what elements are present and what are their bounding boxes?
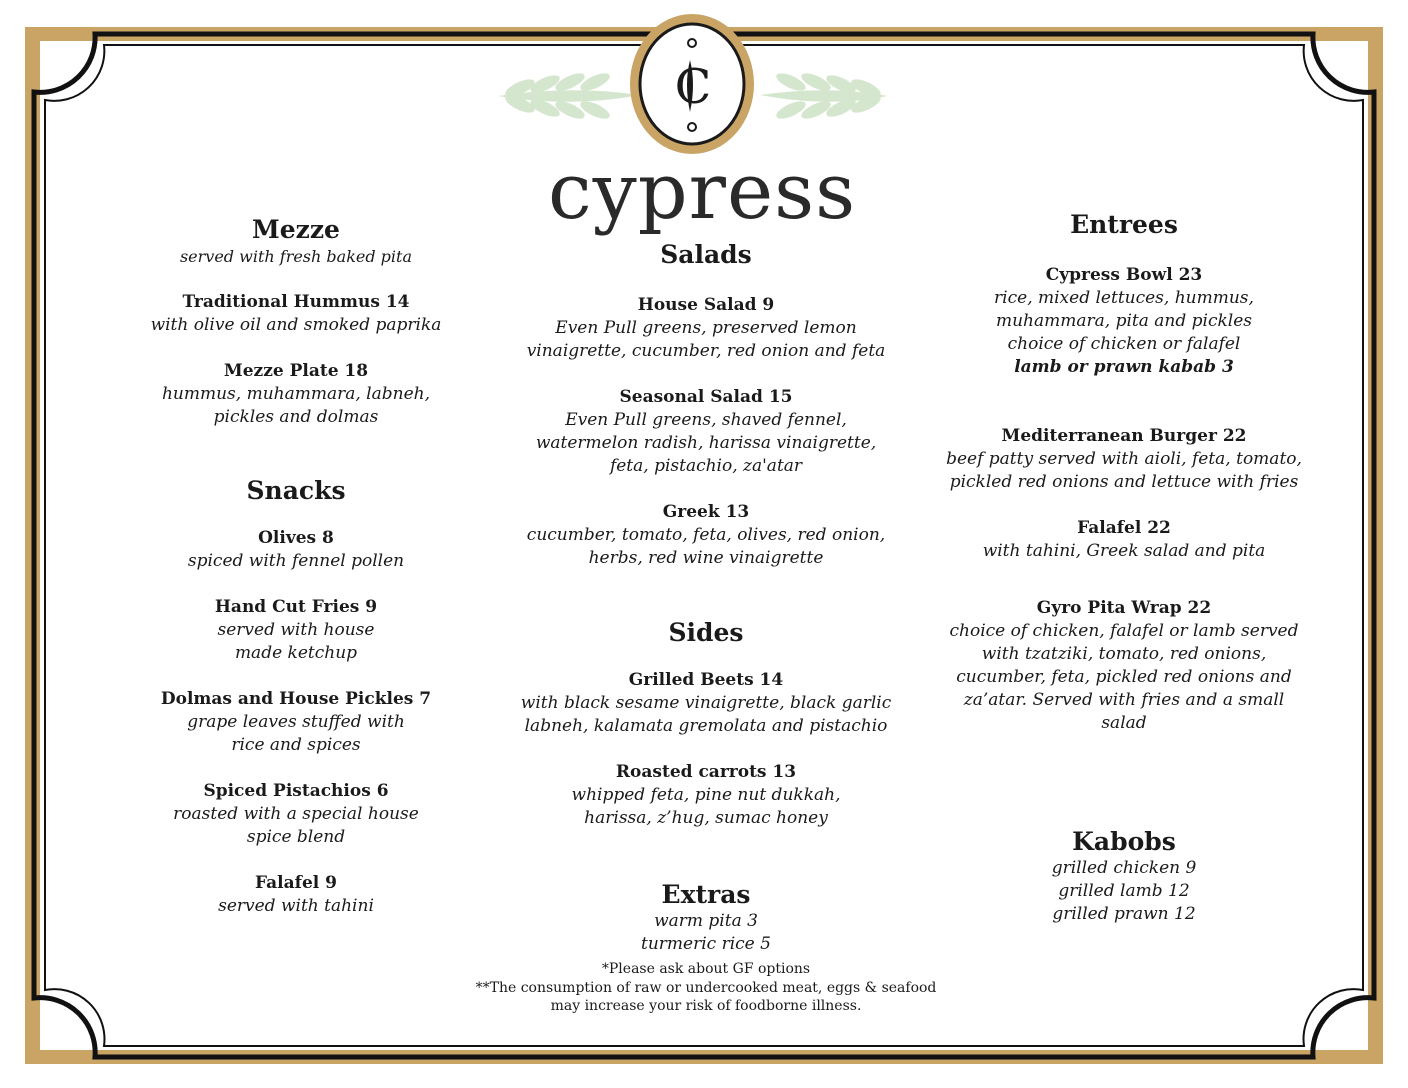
sides-title: Sides [668,618,744,647]
extras-item: turmeric rice 5 [641,934,771,954]
item-desc: served with house made ketchup [217,620,375,663]
mezze-title: Mezze [252,215,340,244]
extras-section [506,880,906,956]
menu-item [146,291,446,337]
item-desc: rice, mixed lettuces, hummus, muhammara, pita and pickles choice of chicken or falafel [994,288,1254,354]
menu-item [146,527,446,573]
kabobs-title: Kabobs [1072,827,1176,856]
menu-item [944,425,1304,494]
food-safety-note: **The consumption of raw or undercooked meat, eggs & seafood may increase your risk of foodborne illness. [475,979,937,1014]
entrees-section [944,210,1304,735]
kabobs-section [944,827,1304,926]
item-desc: choice of chicken, falafel or lamb served with tzatziki, tomato, red onions, cucumber, feta, pickled red onions and za’atar. Served with fries and a small salad [949,621,1299,733]
item-name: Gyro Pita Wrap 22 [1036,598,1212,618]
item-desc: with black sesame vinaigrette, black garlic labneh, kalamata gremolata and pistachio [520,693,892,736]
sides-section [506,618,906,830]
mezze-section [146,215,446,429]
item-name: Mediterranean Burger 22 [1001,426,1247,446]
item-desc: Even Pull greens, preserved lemon vinaigrette, cucumber, red onion and feta [526,318,886,361]
extras-title: Extras [661,880,751,909]
menu-item [506,761,906,830]
salads-title: Salads [660,240,752,269]
item-desc: with olive oil and smoked paprika [150,315,442,335]
kabob-item: grilled lamb 12 [1058,881,1190,901]
menu-item [146,780,446,849]
entrees-title: Entrees [1070,210,1178,239]
menu-item [146,872,446,918]
item-desc: with tahini, Greek salad and pita [982,541,1266,561]
snacks-section [146,476,446,918]
item-name: Falafel 9 [255,873,337,893]
gf-note: *Please ask about GF options [601,961,811,977]
item-name: Cypress Bowl 23 [1045,265,1203,285]
item-name: Dolmas and House Pickles 7 [160,689,432,709]
menu-item [146,688,446,757]
kabob-item: grilled prawn 12 [1052,904,1196,924]
footnotes [456,960,956,1016]
mezze-subtitle: served with fresh baked pita [179,247,413,266]
item-desc: roasted with a special house spice blend [173,804,419,847]
item-addon: lamb or prawn kabab 3 [1014,357,1234,377]
item-name: Greek 13 [662,502,750,522]
brand-wordmark: cypress [548,147,857,237]
menu-item [944,517,1304,563]
menu-item [944,264,1304,379]
item-desc: cucumber, tomato, feta, olives, red onion, herbs, red wine vinaigrette [526,525,886,568]
item-desc: spiced with fennel pollen [187,551,405,571]
item-name: Roasted carrots 13 [615,762,797,782]
item-desc: served with tahini [218,896,374,916]
item-name: Mezze Plate 18 [223,361,369,381]
menu-item [944,597,1304,735]
item-desc: Even Pull greens, shaved fennel, watermelon radish, harissa vinaigrette, feta, pistachio, za'atar [535,410,877,476]
item-name: Traditional Hummus 14 [182,292,410,312]
menu-item [146,360,446,429]
salads-section [506,240,906,570]
item-name: Falafel 22 [1077,518,1171,538]
menu-item [506,386,906,478]
item-desc: grape leaves stuffed with rice and spices [187,712,405,755]
snacks-title: Snacks [246,476,346,505]
item-desc: whipped feta, pine nut dukkah, harissa, z’hug, sumac honey [571,785,841,828]
extras-item: warm pita 3 [654,911,758,931]
item-name: Seasonal Salad 15 [619,387,793,407]
item-name: Grilled Beets 14 [628,670,784,690]
item-name: Olives 8 [258,528,334,548]
item-name: Hand Cut Fries 9 [214,597,378,617]
menu-item [146,596,446,665]
menu-item [506,294,906,363]
item-name: House Salad 9 [637,295,775,315]
menu-item [506,669,906,738]
menu-item [506,501,906,570]
item-desc: beef patty served with aioli, feta, tomato, pickled red onions and lettuce with fries [946,449,1302,492]
item-desc: hummus, muhammara, labneh, pickles and dolmas [161,384,431,427]
kabob-item: grilled chicken 9 [1051,858,1197,878]
item-name: Spiced Pistachios 6 [203,781,389,801]
logo-monogram: C [674,59,712,115]
